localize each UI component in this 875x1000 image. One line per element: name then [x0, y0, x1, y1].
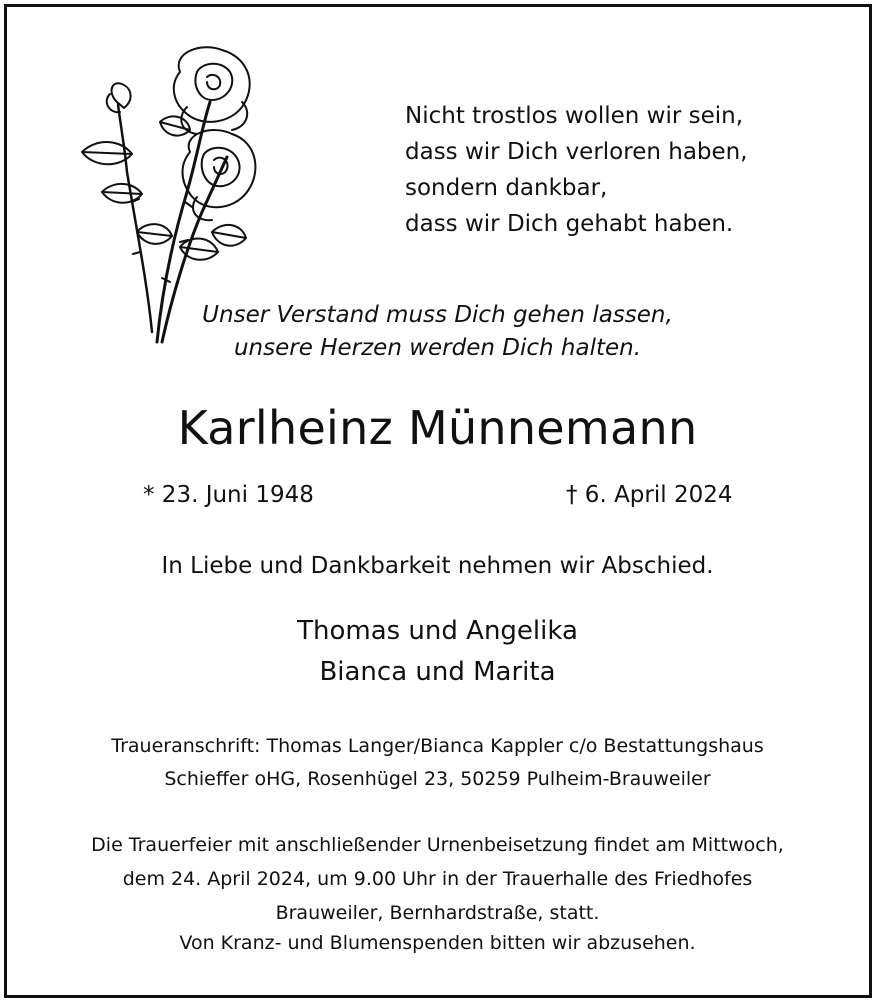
- address-line-1: Traueranschrift: Thomas Langer/Bianca Kappler c/o Bestattungshaus: [111, 735, 764, 757]
- mourning-address: [0, 730, 875, 796]
- deceased-name: Karlheinz Münnemann: [177, 401, 698, 455]
- quote-line-1: Unser Verstand muss Dich gehen lassen,: [202, 302, 673, 328]
- quote: [0, 299, 875, 365]
- family-line-2: Bianca und Marita: [319, 657, 556, 687]
- family-line-1: Thomas und Angelika: [297, 616, 578, 646]
- poem-line: dass wir Dich gehabt haben.: [405, 211, 734, 237]
- service-line-3: Brauweiler, Bernhardstraße, statt.: [275, 902, 600, 924]
- poem-line: Nicht trostlos wollen wir sein,: [405, 103, 744, 129]
- funeral-service-info: [0, 828, 875, 930]
- address-line-2: Schieffer oHG, Rosenhügel 23, 50259 Pulheim-Brauweiler: [164, 768, 711, 790]
- poem-line: sondern dankbar,: [405, 175, 608, 201]
- death-date: † 6. April 2024: [566, 482, 733, 508]
- flowers-note: Von Kranz- und Blumenspenden bitten wir abzusehen.: [179, 932, 696, 954]
- service-line-2: dem 24. April 2024, um 9.00 Uhr in der Trauerhalle des Friedhofes: [122, 868, 753, 890]
- poem: [405, 98, 825, 242]
- quote-line-2: unsere Herzen werden Dich halten.: [233, 335, 642, 361]
- birth-date: * 23. Juni 1948: [143, 482, 314, 508]
- family-names: [0, 611, 875, 693]
- poem-line: dass wir Dich verloren haben,: [405, 139, 748, 165]
- service-line-1: Die Trauerfeier mit anschließender Urnenbeisetzung findet am Mittwoch,: [91, 834, 784, 856]
- farewell-line: In Liebe und Dankbarkeit nehmen wir Abschied.: [161, 553, 714, 579]
